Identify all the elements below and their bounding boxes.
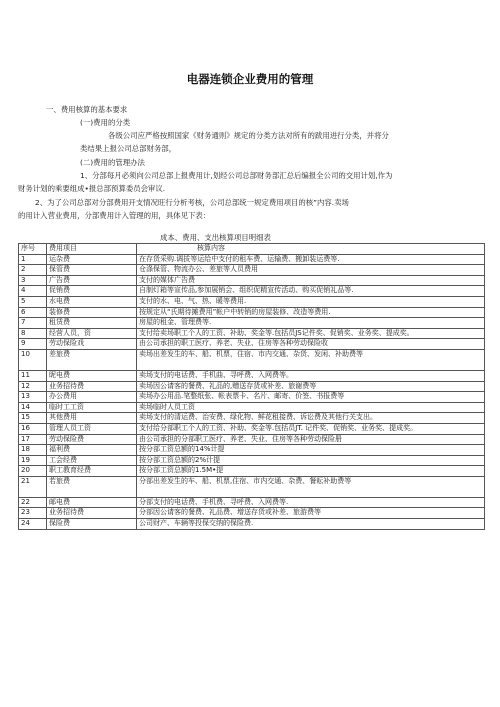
row-item: 保管费 [47,265,137,276]
row-number: 15 [19,413,47,424]
row-item: 福利费 [47,445,137,456]
paragraph-3-line-2: 的用计入营业费用，分部费用计入管理的用，具体见下表： [18,211,211,220]
table-body [19,254,485,529]
row-item: 管理人员工资 [47,423,137,434]
row-content: 分部出差发生的车、船、机票,住宿、市内交通、杂费、餐耘补助费等 [137,476,485,497]
row-content: 公司财产、车辆等投保交纳的保险费. [137,519,485,530]
row-content: 卖场支付的电话费、手机曲、寻呼费、入网费等。 [137,370,485,381]
table-header-row [19,244,485,255]
table-row [19,434,485,445]
table-row [19,286,485,297]
row-content: 房屋的租金、管理费等. [137,318,485,329]
table-row [19,413,485,424]
row-content: 自制灯箱等宣传品,参加展销会、组织促精宣传活动、购买促销礼品等. [137,286,485,297]
table-row [19,296,485,307]
row-content: 卖场办公用品.笔整纸张、帐表票卡、名片、邮寄、价签、书报费等 [137,392,485,403]
section-heading-1-2: (二)费用的管理办法 [80,158,145,167]
row-number: 13 [19,392,47,403]
row-item: 职工教育经费 [47,466,137,477]
row-number: 10 [19,349,47,370]
row-number: 19 [19,455,47,466]
row-content: 在存货采购.调拔等运给中支付的租车费、运输费、搬卸装运费等. [137,254,485,265]
table-row [19,328,485,339]
row-number: 21 [19,476,47,497]
table-row [19,445,485,456]
row-item: 经营人员，资 [47,328,137,339]
table-row [19,349,485,370]
row-item: 临时工工资 [47,402,137,413]
row-content: 支付的水、电、气、热、暖等费用. [137,296,485,307]
table-row [19,318,485,329]
row-content: 支付给分部职工个人的工资、补助、奖金等.包括员JT. 记件奖、促销奖、业务奖、提成奖。 [137,423,485,434]
row-number: 14 [19,402,47,413]
table-row [19,466,485,477]
header-number: 序号 [19,244,47,255]
table-row [19,455,485,466]
paragraph-3-line-1: 2、为了公司总部对分部费用开支情况旺行分析考核，公司总部统一规定费用项目的核”内容.卖场 [35,198,349,207]
table-row [19,476,485,497]
row-content: 卖场因公请客的餐费、礼品的,赠送存货或补差、旅谢费等 [137,381,485,392]
row-number: 23 [19,508,47,519]
row-content: 支付给卖场职工个人的工资、补助、奖金等.包括员JS记件奖、促销奖、业务奖、提成奖。 [137,328,485,339]
row-content: 由公司承担的分部职工医疗、养老、失业、住房等各种劳动保险册 [137,434,485,445]
row-item: 广告费 [47,275,137,286]
row-item: 水电费 [47,296,137,307]
row-content: 卖场临时人员工资 [137,402,485,413]
row-number: 20 [19,466,47,477]
paragraph-1-line-2: 类结果上报公司总部财务部， [80,144,177,153]
row-number: 11 [19,370,47,381]
table-row [19,402,485,413]
row-item: 昵电费 [47,370,137,381]
row-item: 办公费用 [47,392,137,403]
row-item: 其他费用 [47,413,137,424]
table-row [19,254,485,265]
section-heading-1-1: (一)费用的分类 [80,118,131,127]
row-item: 装修费 [47,307,137,318]
row-item: 保险费 [47,519,137,530]
row-number: 24 [19,519,47,530]
row-content: 支付的媒体广告费 [137,275,485,286]
row-content: 分部因公请客的餐费、礼品费、增送存货或补差、旅游费等 [137,508,485,519]
row-item: 运杂费 [47,254,137,265]
row-number: 7 [19,318,47,329]
table-row [19,497,485,508]
row-content: 按分部工资总额的14%计提 [137,445,485,456]
table-row [19,519,485,530]
expense-table [18,243,485,530]
row-item: 劳动保险戏 [47,339,137,350]
paragraph-2-line-1: 1、分部每月必须向公司总部上报费用计,划经公司总部财务部汇总后编报全公司的交用计划,作为 [80,171,393,180]
table-row [19,339,485,350]
row-item: 租赁费 [47,318,137,329]
row-content: 卖场出差发生的车、船、机票，住宿、市内交通、杂货、发闲、补助费等 [137,349,485,370]
row-item: 工会经费 [47,455,137,466]
table-row [19,381,485,392]
row-content: 按分部工资总额的1.5M•提 [137,466,485,477]
row-item: 劳动保险费 [47,434,137,445]
row-number: 2 [19,265,47,276]
row-content: 按分部工资总额的2%计提 [137,455,485,466]
table-row [19,265,485,276]
row-number: 1 [19,254,47,265]
paragraph-1-line-1: 各级公司应严格按照国家《财务通则》规定的分类方法对所有的跋用进行分类，并将分 [108,131,389,140]
section-heading-1: 一、费用核算的基本要求 [46,105,128,114]
table-caption: 成本、费用、支出核算项目明细表 [160,233,271,242]
row-content: 卖场支付的清运费、治安费、绿化物、鲜花租接费、诉讼费及其他行关支出。 [137,413,485,424]
table-row [19,423,485,434]
table-row [19,508,485,519]
document-title: 电器连锁企业费用的管理 [186,72,314,86]
row-number: 5 [19,296,47,307]
row-number: 6 [19,307,47,318]
header-item: 费用项目 [47,244,137,255]
row-item: 差旅费 [47,349,137,370]
table-row [19,392,485,403]
row-number: 17 [19,434,47,445]
row-item: 若旅费 [47,476,137,497]
row-item: 业务招待费 [47,381,137,392]
paragraph-2-line-2: 财务计划的乘要组成•报总部预算委员会审议. [18,184,166,193]
table-row [19,370,485,381]
row-content: 由公司承担的职工医疗、养老、失业、住房等各种劳动保险收 [137,339,485,350]
row-item: 邮电费 [47,497,137,508]
row-number: 12 [19,381,47,392]
row-number: 9 [19,339,47,350]
table-row [19,307,485,318]
row-content: 分部支付的电话费、手机费、寻呼费、入网费等. [137,497,485,508]
header-content: 核算内容 [137,244,485,255]
row-content: 仓涤保管、物流办公、差旅等人员费用 [137,265,485,276]
row-number: 22 [19,497,47,508]
row-number: 18 [19,445,47,456]
row-number: 4 [19,286,47,297]
row-number: 3 [19,275,47,286]
row-number: 16 [19,423,47,434]
row-item: 促销费 [47,286,137,297]
table-row [19,275,485,286]
row-number: 8 [19,328,47,339]
row-content: 按规定从“氏期待摊费用”帐户中转销的房屋装修、改造等费用. [137,307,485,318]
row-item: 业务招待费 [47,508,137,519]
